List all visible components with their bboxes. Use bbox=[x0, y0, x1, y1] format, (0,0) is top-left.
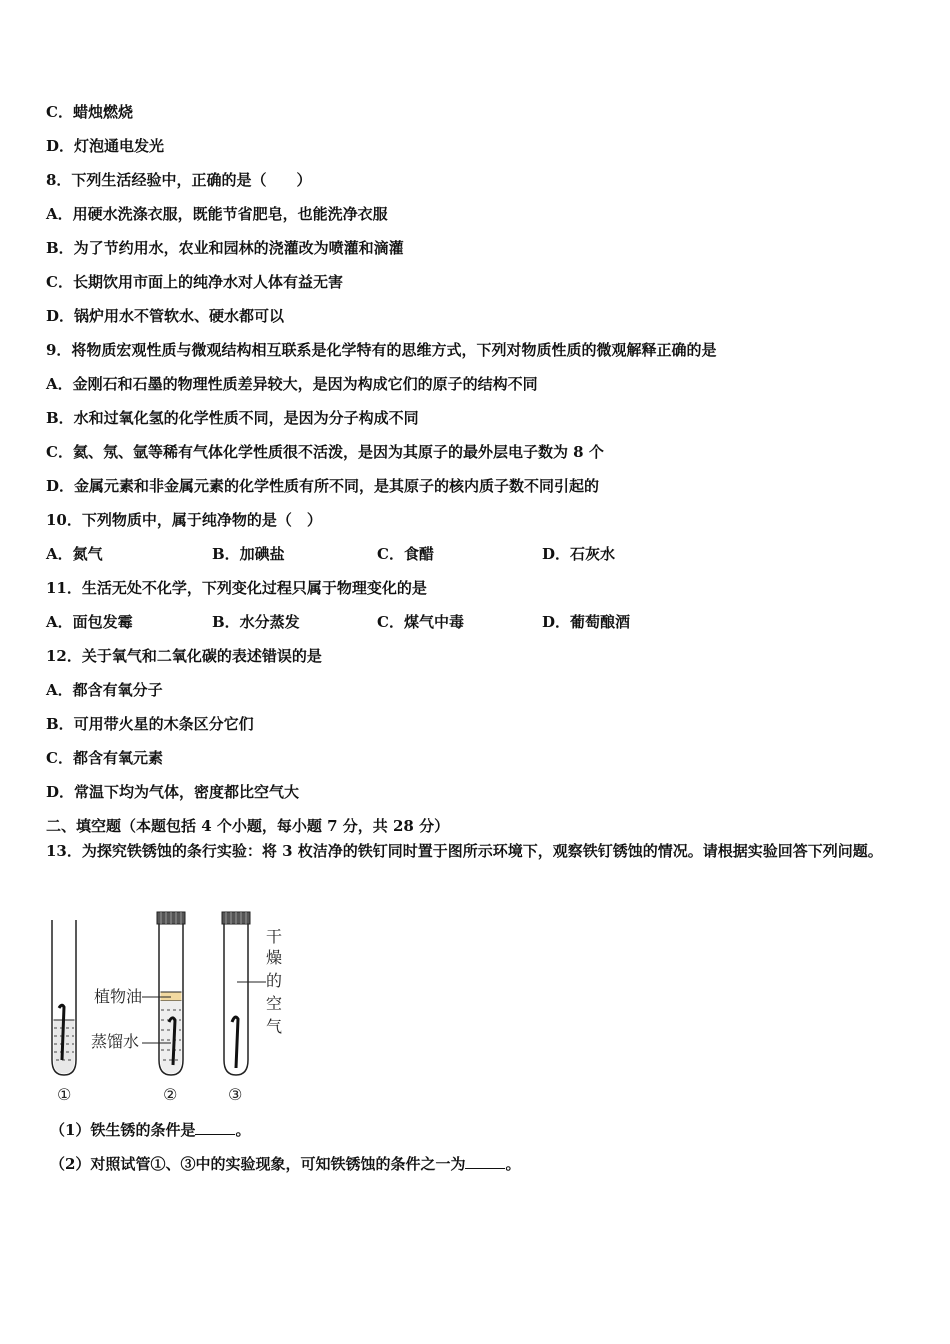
tube-2 bbox=[157, 912, 185, 1075]
air-label-2: 燥 bbox=[266, 948, 283, 967]
q10-option-b: B．加碘盐 bbox=[212, 545, 285, 563]
q9-option-d: D．金属元素和非金属元素的化学性质有所不同，是其原子的核内质子数不同引起的 bbox=[46, 477, 600, 495]
q13-stem: 13．为探究铁锈蚀的条行实验：将 3 枚洁净的铁钉同时置于图所示环境下，观察铁钉锈蚀的情况。请根据实验回答下列问题。 bbox=[46, 842, 883, 860]
q10-stem: 10．下列物质中，属于纯净物的是（ ） bbox=[46, 511, 322, 529]
water-label: 蒸馏水 bbox=[91, 1032, 140, 1051]
q12-option-c: C．都含有氧元素 bbox=[46, 749, 163, 767]
q10-option-c: C．食醋 bbox=[377, 545, 434, 563]
air-label-5: 气 bbox=[266, 1017, 283, 1036]
section-2-heading: 二、填空题（本题包括 4 个小题，每小题 7 分，共 28 分） bbox=[46, 817, 450, 835]
air-label-4: 空 bbox=[266, 994, 283, 1013]
q8-stem: 8．下列生活经验中，正确的是（ ） bbox=[46, 171, 312, 189]
q13-part-2-end: 。 bbox=[505, 1155, 521, 1173]
q8-option-b: B．为了节约用水，农业和园林的浇灌改为喷灌和滴灌 bbox=[46, 239, 404, 257]
air-label-3: 的 bbox=[266, 971, 283, 990]
q11-option-b: B．水分蒸发 bbox=[212, 613, 300, 631]
q11-option-a: A．面包发霉 bbox=[46, 613, 133, 631]
q11-stem: 11．生活无处不化学，下列变化过程只属于物理变化的是 bbox=[46, 579, 427, 597]
q7-option-c: C．蜡烛燃烧 bbox=[46, 103, 133, 121]
test-tube-diagram bbox=[44, 910, 294, 1110]
q9-stem: 9．将物质宏观性质与微观结构相互联系是化学特有的思维方式，下列对物质性质的微观解释正确的是 bbox=[46, 341, 717, 359]
q7-option-d: D．灯泡通电发光 bbox=[46, 137, 165, 155]
tube-3 bbox=[222, 912, 250, 1075]
q10-option-a: A．氮气 bbox=[46, 545, 103, 563]
tube-2-label: ② bbox=[163, 1085, 178, 1104]
q9-option-c: C．氦、氖、氩等稀有气体化学性质很不活泼，是因为其原子的最外层电子数为 8 个 bbox=[46, 443, 604, 461]
q8-option-d: D．锅炉用水不管软水、硬水都可以 bbox=[46, 307, 285, 325]
q12-option-b: B．可用带火星的木条区分它们 bbox=[46, 715, 254, 733]
tube-3-label: ③ bbox=[228, 1085, 243, 1104]
q8-option-c: C．长期饮用市面上的纯净水对人体有益无害 bbox=[46, 273, 343, 291]
q11-option-c: C．煤气中毒 bbox=[377, 613, 464, 631]
q12-option-a: A．都含有氧分子 bbox=[46, 681, 163, 699]
q11-option-d: D．葡萄酿酒 bbox=[542, 613, 631, 631]
oil-label: 植物油 bbox=[94, 987, 143, 1006]
air-label-1: 干 bbox=[266, 927, 283, 946]
q13-part-1-blank[interactable] bbox=[195, 1120, 235, 1135]
test-tube-figure bbox=[44, 910, 294, 1110]
tube-1-label: ① bbox=[57, 1085, 72, 1104]
q13-part-1-end: 。 bbox=[235, 1121, 251, 1139]
tube-1 bbox=[52, 920, 76, 1075]
q10-option-d: D．石灰水 bbox=[542, 545, 616, 563]
q13-part-2-blank[interactable] bbox=[465, 1154, 505, 1169]
q13-part-2 bbox=[50, 1154, 520, 1174]
q12-stem: 12．关于氧气和二氧化碳的表述错误的是 bbox=[46, 647, 322, 665]
q9-option-b: B．水和过氧化氢的化学性质不同，是因为分子构成不同 bbox=[46, 409, 419, 427]
q13-part-1-text: （1）铁生锈的条件是 bbox=[50, 1121, 196, 1139]
q9-option-a: A．金刚石和石墨的物理性质差异较大，是因为构成它们的原子的结构不同 bbox=[46, 375, 538, 393]
q13-part-1 bbox=[50, 1120, 250, 1140]
q8-option-a: A．用硬水洗涤衣服，既能节省肥皂，也能洗净衣服 bbox=[46, 205, 388, 223]
q13-part-2-text: （2）对照试管①、③中的实验现象，可知铁锈蚀的条件之一为 bbox=[50, 1155, 466, 1173]
q12-option-d: D．常温下均为气体，密度都比空气大 bbox=[46, 783, 300, 801]
